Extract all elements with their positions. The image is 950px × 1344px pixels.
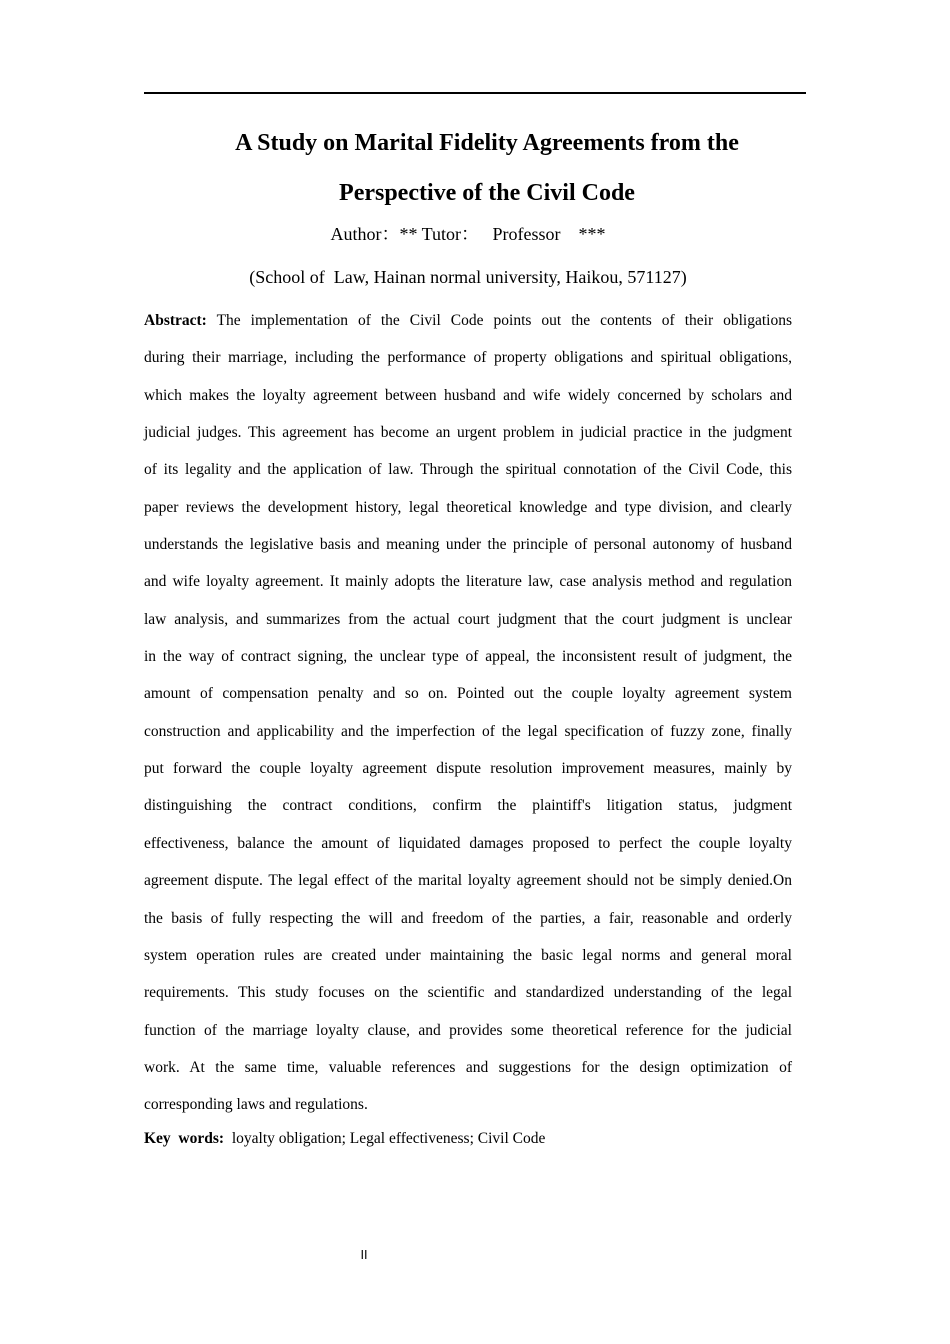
author-line: Author：** Tutor： Professor *** <box>330 224 606 244</box>
keywords-text: loyalty obligation; Legal effectiveness; Civil Code <box>224 1130 546 1147</box>
keywords <box>144 1127 792 1151</box>
abstract-line: agreement dispute. The legal effect of the marital loyalty agreement should not be simply denied.On <box>144 872 792 890</box>
abstract-line: judicial judges. This agreement has become an urgent problem in judicial practice in the judgment <box>144 424 792 442</box>
keywords-label: Key words: <box>144 1130 225 1147</box>
abstract-line: requirements. This study focuses on the scientific and standardized understanding of the legal <box>144 984 792 1002</box>
header-rule <box>144 92 806 94</box>
paper-title <box>144 118 830 218</box>
abstract-line: corresponding laws and regulations. <box>144 1096 368 1114</box>
abstract-line: put forward the couple loyalty agreement dispute resolution improvement measures, mainly by <box>144 760 792 778</box>
page-number: II <box>360 1248 368 1262</box>
abstract-line: the basis of fully respecting the will and freedom of the parties, a fair, reasonable and orderly <box>144 909 792 927</box>
abstract-line: effectiveness, balance the amount of liquidated damages proposed to perfect the couple loyalty <box>144 834 792 852</box>
abstract-line: distinguishing the contract conditions, confirm the plaintiff's litigation status, judgment <box>144 797 792 815</box>
abstract-line: amount of compensation penalty and so on. Pointed out the couple loyalty agreement system <box>144 685 792 703</box>
abstract <box>144 302 792 1124</box>
affiliation: (School of Law, Hainan normal university, Haikou, 571127) <box>249 267 687 287</box>
abstract-line: function of the marriage loyalty clause, and provides some theoretical reference for the judicial <box>144 1021 792 1039</box>
paper-title-line-2: Perspective of the Civil Code <box>339 180 635 206</box>
abstract-line: paper reviews the development history, legal theoretical knowledge and type division, and clearly <box>144 498 792 516</box>
abstract-line: of its legality and the application of law. Through the spiritual connotation of the Civil Code, this <box>144 461 792 479</box>
abstract-line: construction and applicability and the imperfection of the legal specification of fuzzy zone, finally <box>144 722 792 740</box>
abstract-line: which makes the loyalty agreement between husband and wife widely concerned by scholars and <box>144 386 792 404</box>
abstract-label: Abstract: <box>144 312 207 329</box>
abstract-line: law analysis, and summarizes from the actual court judgment that the court judgment is unclear <box>144 610 792 628</box>
abstract-text: The implementation of the Civil Code points out the contents of their obligations <box>206 312 792 329</box>
abstract-line: system operation rules are created under maintaining the basic legal norms and general moral <box>144 946 792 964</box>
paper-title-line-1: A Study on Marital Fidelity Agreements from the <box>235 130 739 156</box>
abstract-line: work. At the same time, valuable references and suggestions for the design optimization of <box>144 1058 792 1076</box>
abstract-line: in the way of contract signing, the unclear type of appeal, the inconsistent result of judgment, the <box>144 648 792 666</box>
abstract-line <box>144 302 792 339</box>
abstract-line: understands the legislative basis and meaning under the principle of personal autonomy of husband <box>144 536 792 554</box>
abstract-line: and wife loyalty agreement. It mainly adopts the literature law, case analysis method and regulation <box>144 573 792 591</box>
abstract-line: during their marriage, including the performance of property obligations and spiritual obligations, <box>144 349 792 367</box>
